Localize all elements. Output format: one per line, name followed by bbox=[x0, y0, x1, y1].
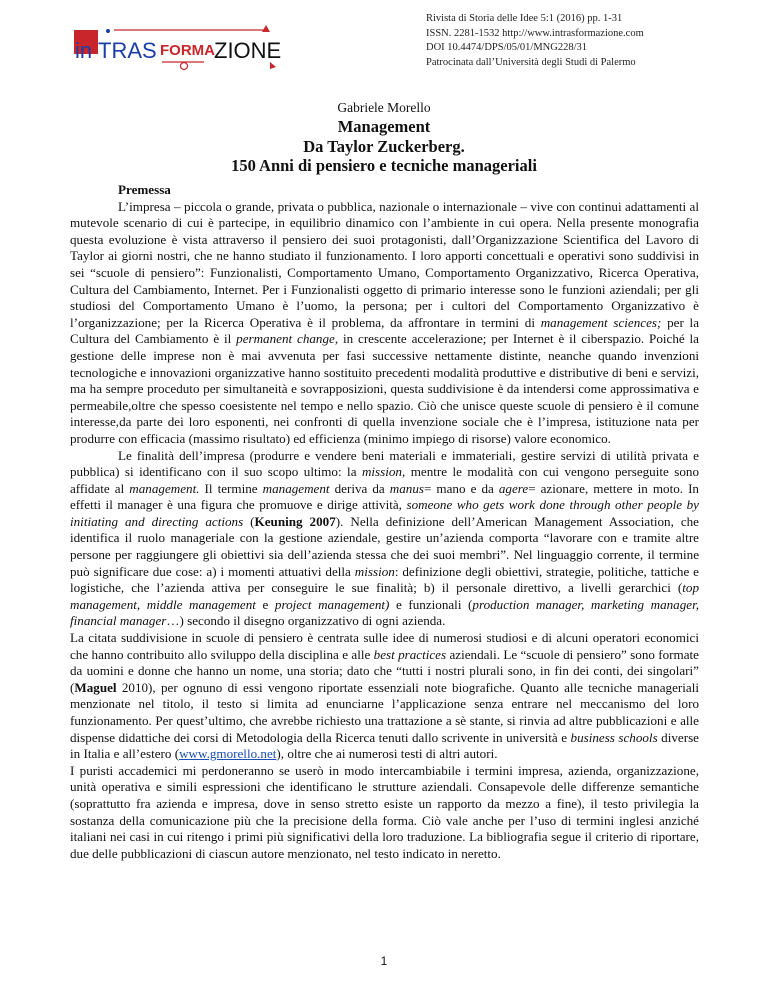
italic-term: management bbox=[262, 480, 330, 496]
italic-term: top management, middle management bbox=[70, 580, 699, 612]
paragraph-3 bbox=[70, 630, 699, 763]
text: = mano e da bbox=[424, 480, 499, 496]
text: 2010), per ognuno di essi vengono riportate essenziali note biografiche. Quanto alle tecniche manageriali menzionate nel titolo, il testo si limita ad enunciarne l’applicazione senza entrare nel meccanismo del loro funzionamento. Per quest’ultimo, che avrebbe richiesto una trattazione a sè stante, si rinvia ad altre pubblicazioni e alle dispense didattiche dei corsi di Metodologia della Ricerca tenuti dallo scrivente in università e bbox=[70, 679, 699, 745]
logo-zione: ZIONE bbox=[214, 38, 282, 63]
logo-mark bbox=[270, 62, 276, 69]
italic-term: production manager, marketing manager, financial manager bbox=[70, 596, 699, 629]
section-heading: Premessa bbox=[118, 182, 171, 197]
italic-term: permanent change bbox=[236, 331, 335, 347]
intrasformazione-logo bbox=[70, 22, 300, 82]
journal-citation: Rivista di Storia delle Idee 5:1 (2016) pp. 1-31 bbox=[426, 13, 623, 24]
title-line-1: Management bbox=[337, 117, 431, 136]
article-body bbox=[70, 182, 699, 862]
text: La citata suddivisione in scuole di pensiero è centrata sulle idee di numerosi studiosi e di alcuni operatori economici che hanno contribuito allo sviluppo della disciplina e alle bbox=[70, 630, 699, 662]
title-line-3: 150 Anni di pensiero e tecniche manageriali bbox=[231, 156, 537, 175]
logo-tras: TRAS bbox=[98, 38, 157, 63]
text: deriva da bbox=[329, 480, 390, 496]
logo-ring bbox=[181, 63, 188, 70]
italic-term: business schools bbox=[570, 729, 658, 745]
text: , in crescente accelerazione; per Internet è il ciberspazio. Poiché la gestione delle imprese non è mai avvenuta per fasi successive nettamente distinte, neanche quando invenzioni tecnologiche e innovazioni organizzative hanno sostituito precedenti modalità produttive e distributive di beni e servizi, ma ha sempre proceduto per simultaneità e sovrapposizioni, questa suddivisione è da intendersi come approssimativa e permeabile,oltre che spesso coesistente nel tempo e nello spazio. Ciò che unisce queste scuole di pensiero è il comune interesse,da parte dei loro esponenti, nei confronti di quella invenzione sociale che è l’impresa, istituzione nata per produrre con efficacia (massimo risultato) ed efficienza (minimo impiego di risorse) valore economico. bbox=[70, 331, 699, 446]
text: e bbox=[255, 596, 275, 612]
journal-metadata bbox=[426, 12, 644, 70]
italic-term: someone who gets work done through other people by initiating and directing actions bbox=[70, 497, 699, 529]
paragraph-4: I puristi accademici mi perdoneranno se userò in modo intercambiabile i termini impresa, azienda, organizzazione, unità operativa e simili espressioni che identificano le strutture aziendali. Consapevole delle differenze semantiche (soprattutto fra azienda e impresa, dove in senso stretto esiste un rapporto da mezzo a fine), il testo privilegia la sostanza della comunicazione più che la precisione della forma. Ciò vale anche per l’uso di termini inglesi anziché italiani nei casi in cui ritengo i primi più significativi della loro traduzione. La bibliografia segue il criterio di riportare, due delle pubblicazioni di ciascun autore menzionato, nel testo indicato in neretto. bbox=[70, 762, 699, 861]
text: ), oltre che ai numerosi testi di altri autori. bbox=[276, 746, 498, 762]
text: Il termine bbox=[199, 480, 263, 496]
text: Le finalità dell’impresa (produrre e vendere beni materiali e immateriali, gestire servizi di utilità privata e pubblica) si identificano con il suo scopo ultimo: la bbox=[70, 447, 699, 480]
logo-arrow bbox=[262, 25, 270, 32]
italic-term: management. bbox=[129, 480, 200, 496]
journal-issn: ISSN. 2281-1532 http://www.intrasformazione.com bbox=[426, 27, 644, 39]
italic-term: agere bbox=[498, 480, 529, 496]
logo-dot bbox=[106, 29, 110, 33]
title-line-2: Da Taylor Zuckerberg. bbox=[303, 136, 465, 156]
bold-citation: Maguel bbox=[74, 679, 117, 695]
text: diverse in Italia e all’estero ( bbox=[70, 729, 699, 762]
bold-citation: Keuning 2007 bbox=[254, 513, 336, 529]
italic-term: manus bbox=[389, 480, 424, 496]
text: ). Nella definizione dell’American Management Association, che identifica il ruolo manageriale con la gestione aziendale, gestire un’azienda comporta “lavorare con e tramite altre persone per raggiungere gli obiettivi sia dell’azienda stessa che dei suoi membri”. Nel linguaggio corrente, il termine può significare due cose: a) i momenti attuativi della bbox=[70, 513, 699, 579]
text: …) secondo il disegno organizzativo di ogni azienda. bbox=[166, 613, 446, 629]
paragraph-2 bbox=[70, 448, 699, 631]
text: aziendali. Le “scuole di pensiero” sono formate da uomini e donne che hanno un nome, una storia; dato che “tutti i nostri plurali sono, in fin dei conti, dei singolari” ( bbox=[70, 646, 699, 695]
logo-forma: FORMA bbox=[160, 42, 215, 59]
paragraph-1 bbox=[70, 199, 699, 448]
text: e funzionali ( bbox=[389, 596, 473, 612]
text: : definizione degli obiettivi, strategie, politiche, tattiche e logistiche, che l’azienda attiva per conseguire le sue finalità; b) il personale direttivo, a livelli gerarchici ( bbox=[70, 563, 699, 596]
logo-in: in bbox=[75, 38, 93, 63]
italic-term: project management) bbox=[274, 596, 390, 612]
text: = azionare, mettere in moto. In effetti il manager è una figura che promuove e dirige attività, bbox=[70, 480, 699, 513]
text: per la Cultura del Cambiamento è il bbox=[70, 314, 700, 347]
journal-doi: DOI 10.4474/DPS/05/01/MNG228/31 bbox=[426, 42, 588, 53]
website-link[interactable]: www.gmorello.net bbox=[179, 746, 277, 762]
article-author: Gabriele Morello bbox=[337, 100, 431, 115]
italic-term: mission bbox=[354, 563, 395, 579]
italic-term: best practices bbox=[373, 646, 447, 662]
page-number: 1 bbox=[380, 954, 388, 968]
text: mentre le modalità con cui vengono perseguite sono affidate al bbox=[70, 464, 699, 496]
text: ( bbox=[243, 513, 255, 529]
italic-term: management sciences; bbox=[540, 314, 662, 330]
italic-term: mission, bbox=[361, 464, 406, 480]
article-title bbox=[0, 117, 768, 176]
text: L’impresa – piccola o grande, privata o pubblica, nazionale o internazionale – vive con continui adattamenti al mutevole scenario di cui è partecipe, in equilibrio dinamico con l’ambiente in cui opera. Nella presente monografia questa evoluzione è vista attraverso il pensiero dei suoi protagonisti, dall’Organizzazione Scientifica del Lavoro di Taylor ai giorni nostri, che ne hanno studiato il funzionamento. I loro apporti concettuali e operativi sono suddivisi in sei “scuole di pensiero”: Funzionalisti, Comportamento Umano, Comportamento Organizzativo, Ricerca Operativa, Cultura del Cambiamento, Internet. Per i Funzionalisti oggetto di primario interesse sono le funzioni aziendali; per gli studiosi del Comportamento Umano è l’uomo, la persona; per i cultori del Comportamento Organizzativo è l’organizzazione; per la Ricerca Operativa è il problema, da affrontare in termini di bbox=[70, 198, 699, 330]
journal-patronage: Patrocinata dall’Università degli Studi di Palermo bbox=[426, 56, 636, 68]
